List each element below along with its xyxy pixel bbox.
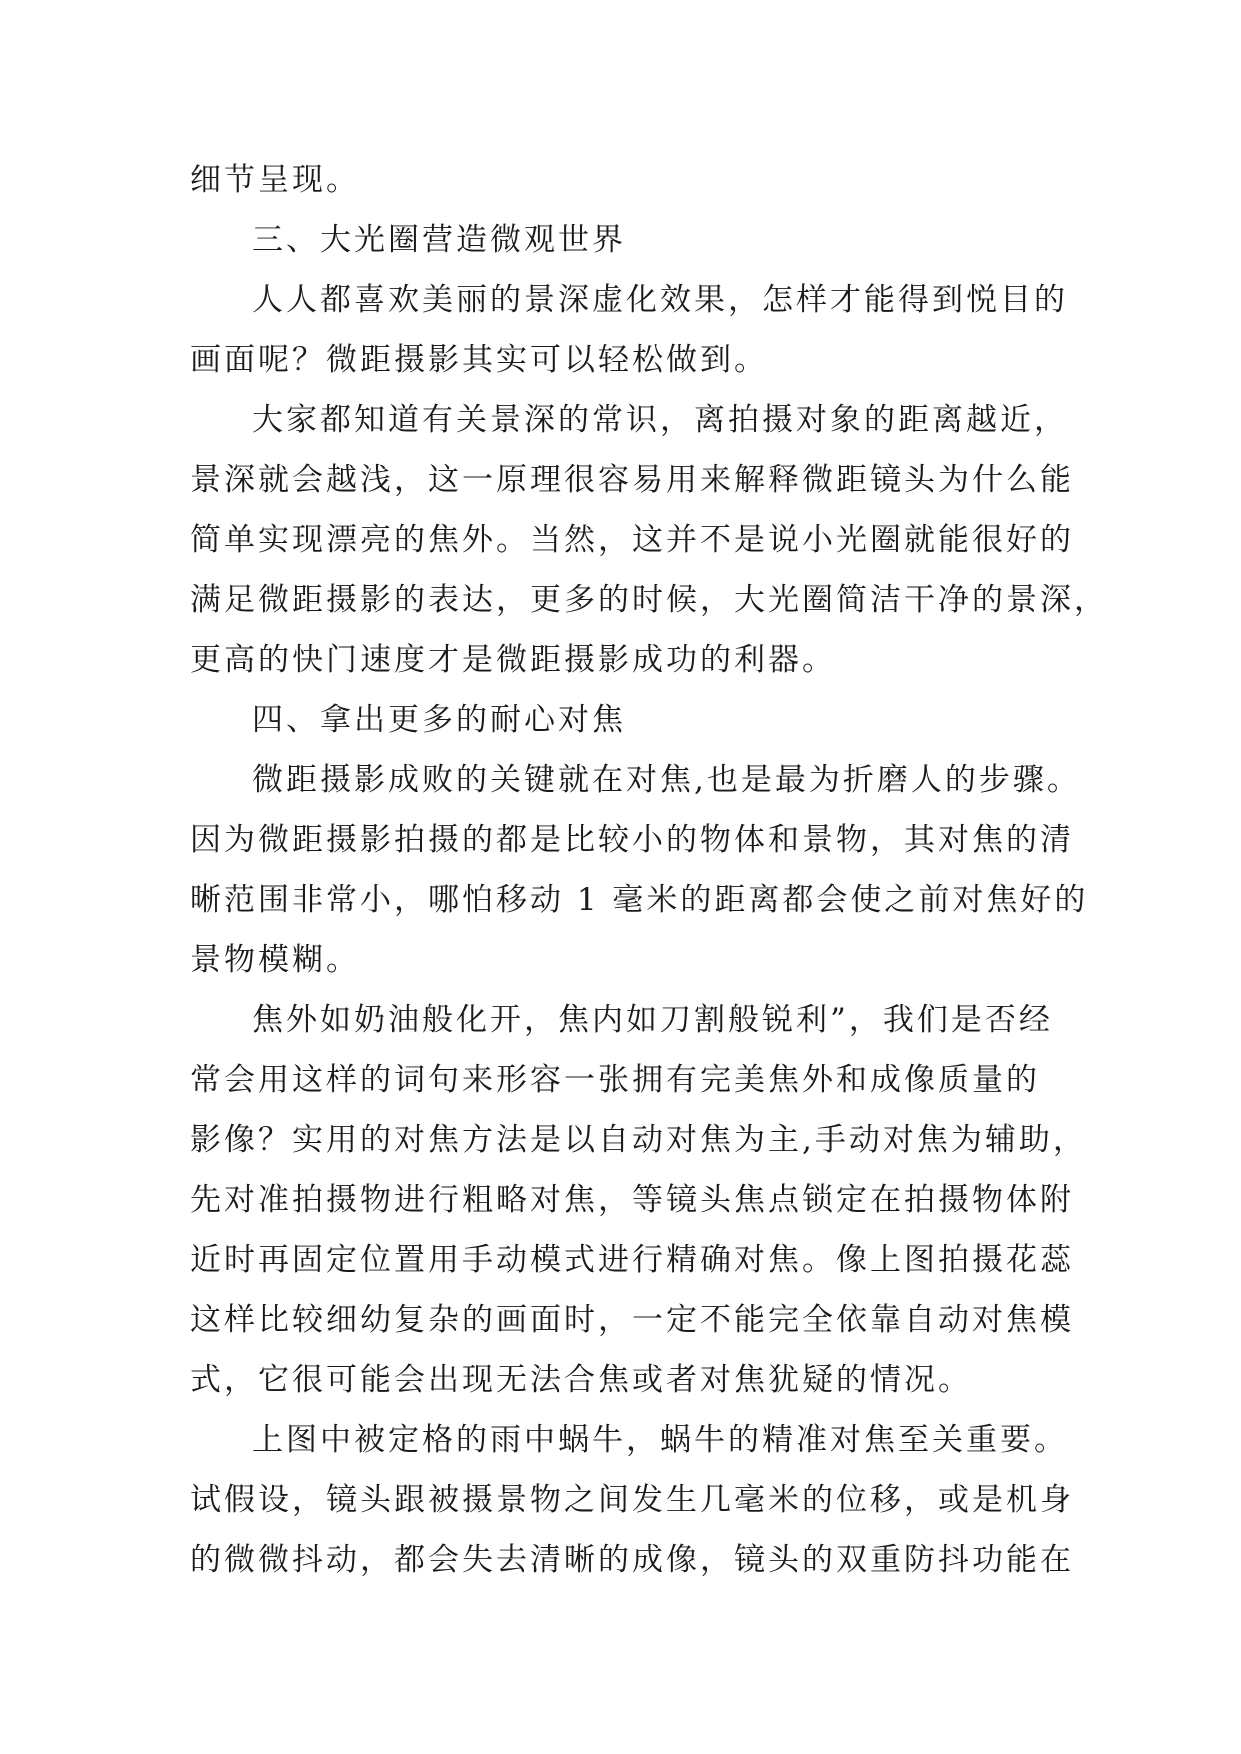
text-line: 景深就会越浅，这一原理很容易用来解释微距镜头为什么能 xyxy=(190,462,1074,498)
text-line: 更高的快门速度才是微距摄影成功的利器。 xyxy=(190,642,836,678)
text-line: 大家都知道有关景深的常识，离拍摄对象的距离越近， xyxy=(252,402,1068,438)
text-line: 影像？实用的对焦方法是以自动对焦为主,手动对焦为辅助， xyxy=(190,1122,1087,1158)
text-line: 细节呈现。 xyxy=(190,162,360,198)
section-heading: 四、拿出更多的耐心对焦 xyxy=(252,702,626,738)
text-line: 焦外如奶油般化开，焦内如刀割般锐利”，我们是否经 xyxy=(252,1002,1053,1038)
section-heading: 三、大光圈营造微观世界 xyxy=(252,222,626,258)
body-text xyxy=(190,150,1108,1590)
text-line: 的微微抖动，都会失去清晰的成像，镜头的双重防抖功能在 xyxy=(190,1542,1074,1578)
text-line: 这样比较细幼复杂的画面时，一定不能完全依靠自动对焦模 xyxy=(190,1302,1074,1338)
text-line: 式，它很可能会出现无法合焦或者对焦犹疑的情况。 xyxy=(190,1362,972,1398)
text-line: 晰范围非常小，哪怕移动 1 毫米的距离都会使之前对焦好的 xyxy=(190,882,1089,918)
text-line: 景物模糊。 xyxy=(190,942,360,978)
text-line: 近时再固定位置用手动模式进行精确对焦。像上图拍摄花蕊 xyxy=(190,1242,1074,1278)
text-line: 上图中被定格的雨中蜗牛，蜗牛的精准对焦至关重要。 xyxy=(252,1422,1068,1458)
text-line: 人人都喜欢美丽的景深虚化效果，怎样才能得到悦目的 xyxy=(252,282,1068,318)
text-line: 微距摄影成败的关键就在对焦,也是最为折磨人的步骤。 xyxy=(252,762,1081,798)
text-line: 试假设，镜头跟被摄景物之间发生几毫米的位移，或是机身 xyxy=(190,1482,1074,1518)
text-line: 画面呢？微距摄影其实可以轻松做到。 xyxy=(190,342,768,378)
text-line: 先对准拍摄物进行粗略对焦，等镜头焦点锁定在拍摄物体附 xyxy=(190,1182,1074,1218)
text-line: 满足微距摄影的表达，更多的时候，大光圈简洁干净的景深， xyxy=(190,582,1108,618)
text-line: 因为微距摄影拍摄的都是比较小的物体和景物，其对焦的清 xyxy=(190,822,1074,858)
text-line: 常会用这样的词句来形容一张拥有完美焦外和成像质量的 xyxy=(190,1062,1040,1098)
text-line: 简单实现漂亮的焦外。当然，这并不是说小光圈就能很好的 xyxy=(190,522,1074,558)
